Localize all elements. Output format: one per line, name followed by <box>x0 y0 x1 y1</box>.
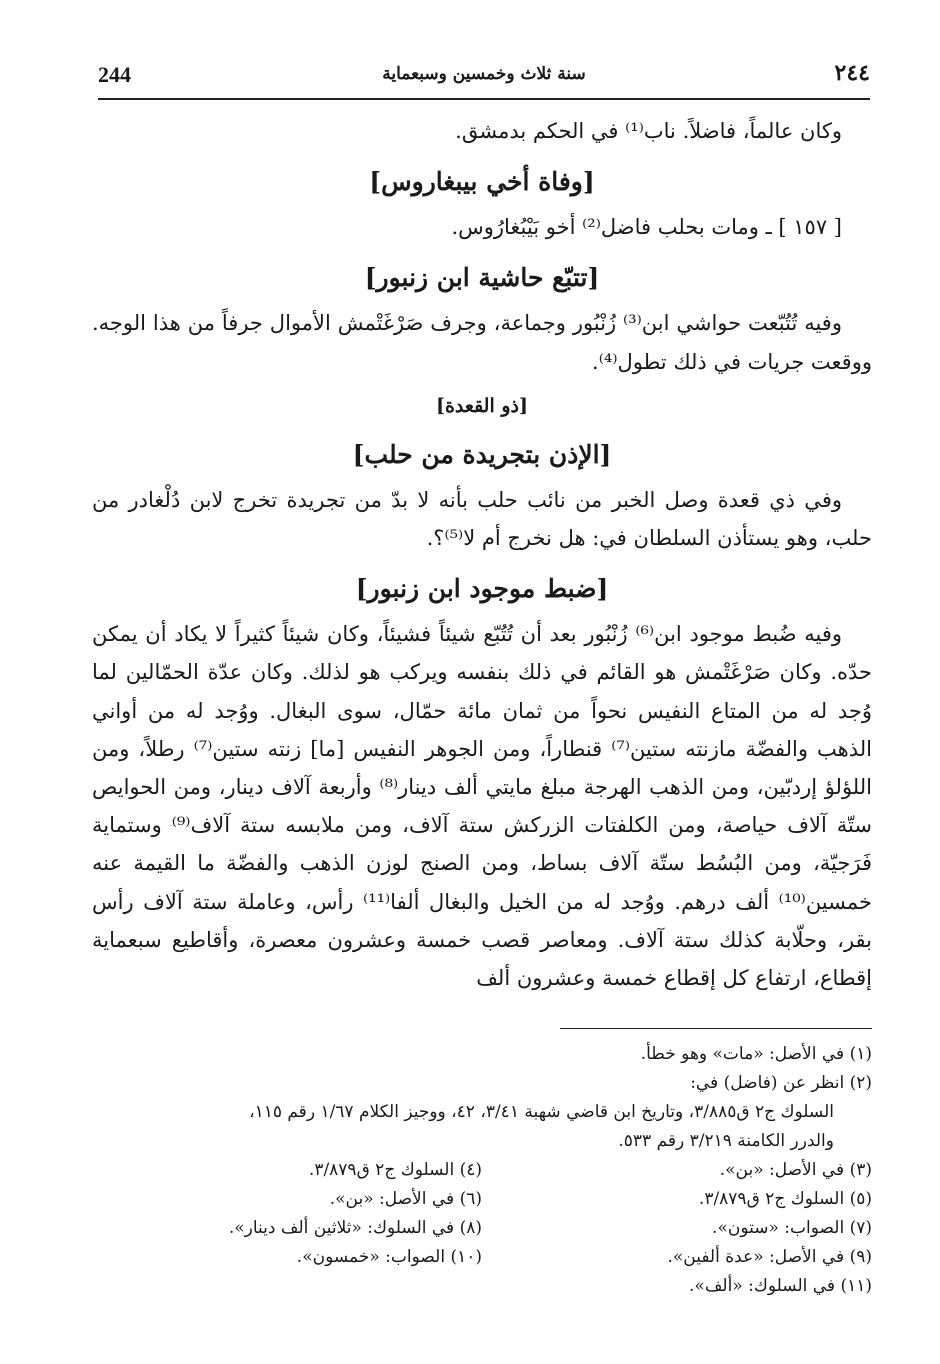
section-heading-3: [الإذن بتجريدة من حلب] <box>352 439 612 469</box>
footnote-9: (٩) في الأصل: «عدة ألفين». <box>667 1247 872 1267</box>
footnote-row <box>92 1243 872 1272</box>
running-header <box>98 58 870 98</box>
footnote-1: (١) في الأصل: «مات» وهو خطأ. <box>640 1044 872 1064</box>
main-text <box>92 112 872 997</box>
header-rule <box>98 98 870 100</box>
footnote-2: (٢) انظر عن (فاضل) في: <box>690 1073 872 1093</box>
paragraph-3: وفيه تُتُبّعت حواشي ابن⁽³⁾ زُنْبُور وجماعة، وجرف صَرْغَتْمش الأموال جرفاً من هذا الوجه. ووقعت جريات في ذلك تطول⁽⁴⁾. <box>92 311 872 374</box>
footnote-2-continuation: والدرر الكامنة ٣/٢١٩ رقم ٥٣٣. <box>618 1131 834 1151</box>
paragraph-4: وفي ذي قعدة وصل الخبر من نائب حلب بأنه لا بدّ من تجريدة تخرج لابن دُلْغادر من حلب، وهو يستأذن السلطان في: هل نخرج أم لا⁽⁵⁾؟. <box>92 487 872 551</box>
paragraph-5: وفيه ضُبط موجود ابن⁽⁶⁾ زُنْبُور بعد أن تُتُبّع شيئاً فشيئاً، وكان شيئاً كثيراً لا يكاد أن يمكن حدّه. وكان صَرْغَتْمش هو القائم في ذلك بنفسه ويركب هو لذلك. وكان عدّة الحمّالين لما وُجد له من المتاع النفيس نحواً من ثمان مائة حمّال، سوى البغال. ووُجد له من أواني الذهب والفضّة مازنته ستين⁽⁷⁾ قنطاراً، ومن الجوهر النفيس [ما] زنته ستين⁽⁷⁾ رطلاً، ومن اللؤلؤ إردبّين، ومن الذهب الهرجة مبلغ مايتي ألف دينار⁽⁸⁾ وأربعة آلاف دينار، ومن الحوايص ستّة آلاف حياصة، ومن الكلفتات الزركش ستة آلاف، ومن ملابسه ستة آلاف⁽⁹⁾ وستماية فَرَجيّة، ومن البُسُط ستّة آلاف بساط، ومن الصنج لوزن الذهب والفضّة ما القيمة عنه خمسين⁽¹⁰⁾ ألف درهم. ووُجد له من الخيل والبغال ألفا⁽¹¹⁾ رأس، وعاملة ستة آلاف رأس بقر، وحلّابة كذلك ستة آلاف. ومعاصر قصب خمسة وعشرون معصرة، وأقاطيع سبعماية إقطاع، ارتفاع كل إقطاع خمسة وعشرون ألف <box>92 622 872 991</box>
footnote-3: (٣) في الأصل: «بن». <box>719 1160 872 1180</box>
footnote-5: (٥) السلوك ج٢ ق٣/٨٧٩. <box>698 1189 872 1209</box>
month-heading: [ذو القعدة] <box>435 394 528 417</box>
footnote-4: (٤) السلوك ج٢ ق٣/٨٧٩. <box>308 1160 482 1180</box>
section-heading-4: [ضبط موجود ابن زنبور] <box>355 574 609 604</box>
footnote-row <box>92 1214 872 1243</box>
paragraph-2: [ ١٥٧ ] ـ ومات بحلب فاضل⁽²⁾ أخو بَيْبُغارُوس. <box>451 215 842 240</box>
section-heading-1: [وفاة أخي بيبغاروس] <box>369 167 595 197</box>
footnote-2-continuation: السلوك ج٢ ق٣/٨٨٥، وتاريخ ابن قاضي شهبة ٣/٤١، ٤٢، ووجيز الكلام ١/٦٧ رقم ١١٥، <box>249 1102 834 1122</box>
footnotes <box>92 1040 872 1301</box>
page-number-arabic: ٢٤٤ <box>834 60 870 86</box>
page-number-latin: 244 <box>98 62 131 87</box>
footnote-7: (٧) الصواب: «ستون». <box>712 1218 872 1238</box>
section-heading-2: [تتبّع حاشية ابن زنبور] <box>364 263 600 293</box>
footnote-row <box>92 1185 872 1214</box>
footnote-8: (٨) في السلوك: «ثلاثين ألف دينار». <box>228 1218 482 1238</box>
footnote-row <box>92 1156 872 1185</box>
footnote-11: (١١) في السلوك: «ألف». <box>689 1276 872 1296</box>
footnote-10: (١٠) الصواب: «خمسون». <box>296 1247 482 1267</box>
paragraph-1: وكان عالماً، فاضلاً. ناب⁽¹⁾ في الحكم بدمشق. <box>455 119 842 143</box>
footnote-6: (٦) في الأصل: «بن». <box>329 1189 482 1209</box>
footnote-rule <box>560 1028 872 1029</box>
running-title: سنة ثلاث وخمسين وسبعماية <box>382 64 586 84</box>
